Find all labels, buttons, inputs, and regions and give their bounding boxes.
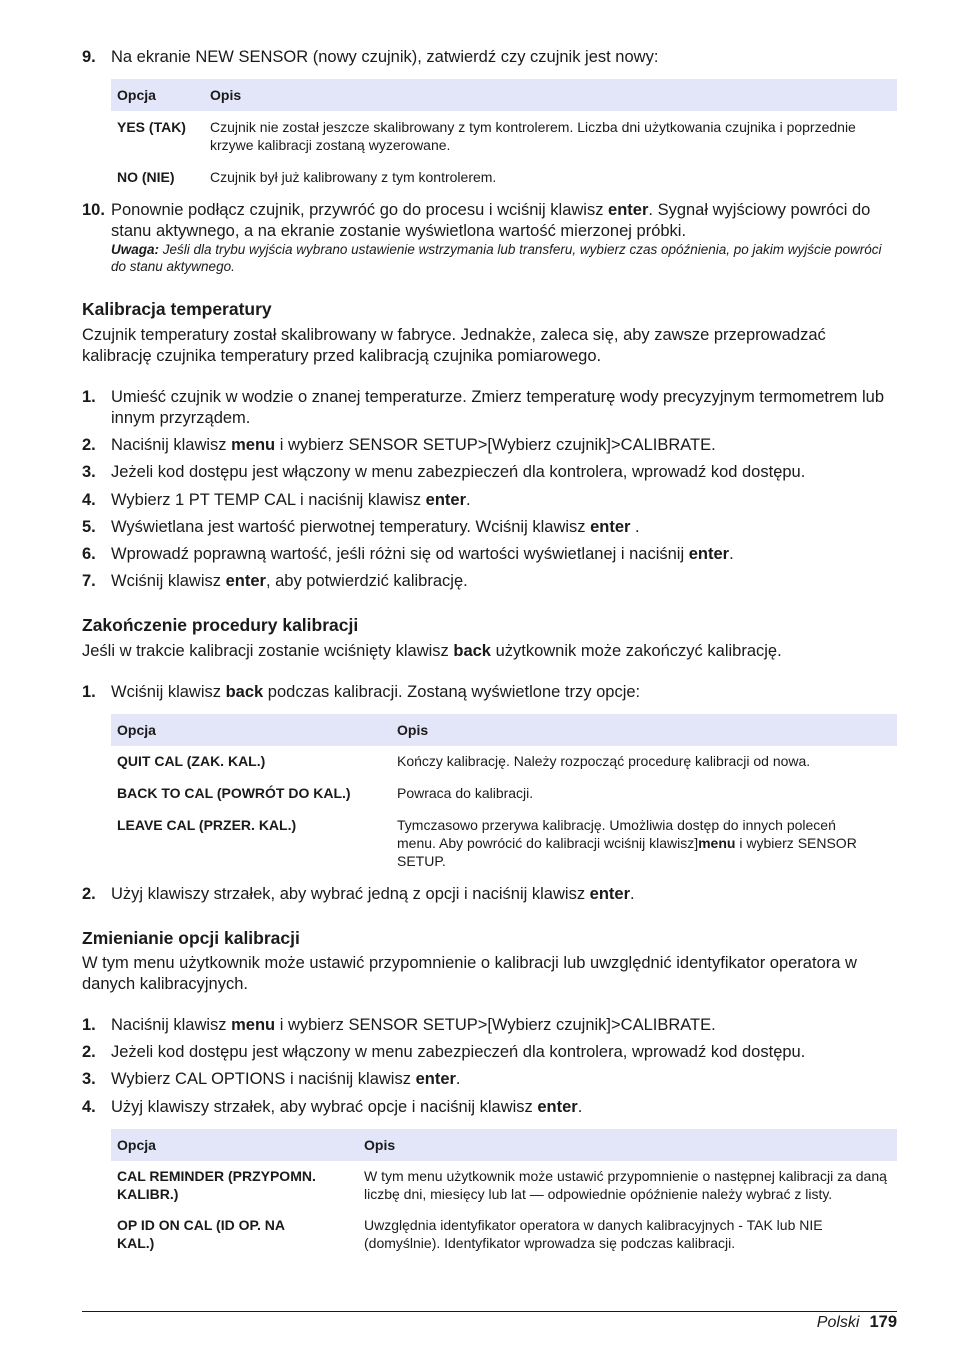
list-item: 2. Jeżeli kod dostępu jest włączony w menu zabezpieczeń dla kontrolera, wprowadź kod dostępu.	[82, 1043, 806, 1061]
section-heading: Zmienianie opcji kalibracji	[82, 928, 300, 948]
table-row	[111, 770, 897, 802]
list-item: 2. Naciśnij klawisz menu i wybierz SENSOR SETUP>[Wybierz czujnik]>CALIBRATE.	[82, 436, 716, 454]
list-item: 1. Naciśnij klawisz menu i wybierz SENSOR SETUP>[Wybierz czujnik]>CALIBRATE.	[82, 1016, 716, 1034]
step-number: 10.	[82, 201, 105, 219]
column-header-description: Opis	[204, 79, 897, 111]
list-item: 5. Wyświetlana jest wartość pierwotnej temperatury. Wciśnij klawisz enter .	[82, 518, 640, 536]
key-name: enter	[415, 1070, 456, 1088]
key-name: enter	[608, 201, 649, 219]
table-header-row	[111, 1129, 897, 1161]
table-row	[111, 1203, 897, 1252]
list-item: 4. Użyj klawiszy strzałek, aby wybrać opcje i naciśnij klawisz enter.	[82, 1098, 583, 1116]
section-intro: Jeśli w trakcie kalibracji zostanie wciśnięty klawisz back użytkownik może zakończyć kalibrację.	[82, 642, 782, 660]
option-description: Tymczasowo przerywa kalibrację. Umożliwia dostęp do innych poleceń menu. Aby powrócić do kalibracji wciśnij klawisz]menu i wybierz SENSOR SETUP.	[397, 817, 857, 869]
column-header-option: Opcja	[111, 1129, 358, 1161]
list-item: 7. Wciśnij klawisz enter, aby potwierdzić kalibrację.	[82, 572, 468, 590]
list-item: 6. Wprowadź poprawną wartość, jeśli różni się od wartości wyświetlanej i naciśnij enter.	[82, 545, 734, 563]
table-header-row	[111, 714, 897, 746]
option-name: BACK TO CAL (POWRÓT DO KAL.)	[117, 785, 351, 801]
step-number: 9.	[82, 48, 96, 66]
list-item: 1. Wciśnij klawisz back podczas kalibracji. Zostaną wyświetlone trzy opcje:	[82, 683, 641, 701]
column-header-description: Opis	[358, 1129, 897, 1161]
key-name: menu	[231, 1016, 276, 1034]
table-header-row	[111, 79, 897, 111]
option-name: YES (TAK)	[117, 119, 186, 135]
column-header-option: Opcja	[111, 79, 204, 111]
step-text: Na ekranie NEW SENSOR (nowy czujnik), zatwierdź czy czujnik jest nowy:	[111, 48, 659, 66]
options-table-new-sensor	[111, 79, 897, 186]
step-9	[82, 47, 897, 68]
option-description: Kończy kalibrację. Należy rozpocząć procedurę kalibracji od nowa.	[397, 753, 811, 769]
page-footer	[817, 1313, 897, 1332]
list-item: 3. Jeżeli kod dostępu jest włączony w menu zabezpieczeń dla kontrolera, wprowadź kod dostępu.	[82, 463, 806, 481]
step-10	[82, 200, 897, 275]
section-heading: Kalibracja temperatury	[82, 299, 272, 319]
options-table-calibration-options	[111, 1129, 897, 1252]
key-name: enter	[589, 885, 631, 903]
table-row	[111, 154, 897, 186]
section-intro: W tym menu użytkownik może ustawić przypomnienie o kalibracji lub uwzględnić identyfikator operatora w danych kalibracyjnych.	[82, 954, 857, 993]
options-table-end-calibration	[111, 714, 897, 870]
key-name: menu	[698, 835, 736, 851]
list-item: 2. Użyj klawiszy strzałek, aby wybrać jedną z opcji i naciśnij klawisz enter.	[82, 885, 635, 903]
key-name: enter	[537, 1098, 578, 1116]
note	[111, 241, 897, 275]
column-header-description: Opis	[391, 714, 897, 746]
table-row	[111, 802, 897, 870]
key-name: back	[453, 642, 491, 660]
table-row	[111, 1161, 897, 1203]
key-name: enter	[688, 545, 730, 563]
option-description: W tym menu użytkownik może ustawić przypomnienie o następnej kalibracji za daną liczbę dni, miesięcy lub lat — odpowiednie opóźnienie należy wybrać z listy.	[364, 1168, 887, 1202]
key-name: menu	[231, 436, 276, 454]
option-description: Czujnik nie został jeszcze skalibrowany z tym kontrolerem. Liczba dni użytkowania czujnika i poprzednie krzywe kalibracji zostaną wyzerowane.	[210, 119, 856, 153]
option-name: LEAVE CAL (PRZER. KAL.)	[117, 817, 297, 833]
key-name: enter	[590, 518, 631, 536]
footer-divider	[82, 1311, 897, 1312]
page-number: 179	[869, 1313, 897, 1331]
option-name: NO (NIE)	[117, 169, 175, 185]
section-heading: Zakończenie procedury kalibracji	[82, 615, 359, 635]
option-name: CAL REMINDER (PRZYPOMN. KALIBR.)	[117, 1168, 316, 1202]
step-text: Ponownie podłącz czujnik, przywróć go do procesu i wciśnij klawisz enter. Sygnał wyjściowy powróci do stanu aktywnego, a na ekranie zostanie wyświetlona wartość mierzonej próbki.	[111, 201, 871, 240]
list-item: 4. Wybierz 1 PT TEMP CAL i naciśnij klawisz enter.	[82, 491, 471, 509]
note-text: Jeśli dla trybu wyjścia wybrano ustawienie wstrzymania lub transferu, wybierz czas opóźnienia, po jakim wyjście powróci do stanu aktywnego.	[111, 242, 882, 274]
list-item: 3. Wybierz CAL OPTIONS i naciśnij klawisz enter.	[82, 1070, 461, 1088]
column-header-option: Opcja	[111, 714, 391, 746]
option-name: QUIT CAL (ZAK. KAL.)	[117, 753, 266, 769]
option-description: Powraca do kalibracji.	[397, 785, 534, 801]
footer-language: Polski	[816, 1314, 860, 1331]
option-description: Uwzględnia identyfikator operatora w danych kalibracyjnych - TAK lub NIE (domyślnie). Identyfikator wprowadza się podczas kalibracji.	[364, 1217, 823, 1251]
table-row	[111, 746, 897, 770]
option-description: Czujnik był już kalibrowany z tym kontrolerem.	[210, 169, 497, 185]
key-name: back	[225, 683, 264, 701]
section-intro: Czujnik temperatury został skalibrowany w fabryce. Jednakże, zaleca się, aby zawsze przeprowadzać kalibrację czujnika temperatury przed kalibracją czujnika pomiarowego.	[82, 326, 826, 365]
option-name: OP ID ON CAL (ID OP. NA KAL.)	[117, 1217, 285, 1251]
key-name: enter	[425, 491, 467, 509]
key-name: enter	[225, 572, 266, 590]
table-row	[111, 111, 897, 154]
list-item: 1. Umieść czujnik w wodzie o znanej temperaturze. Zmierz temperaturę wody precyzyjnym termometrem lub innym przyrządem.	[82, 388, 885, 427]
note-label: Uwaga:	[111, 242, 160, 257]
